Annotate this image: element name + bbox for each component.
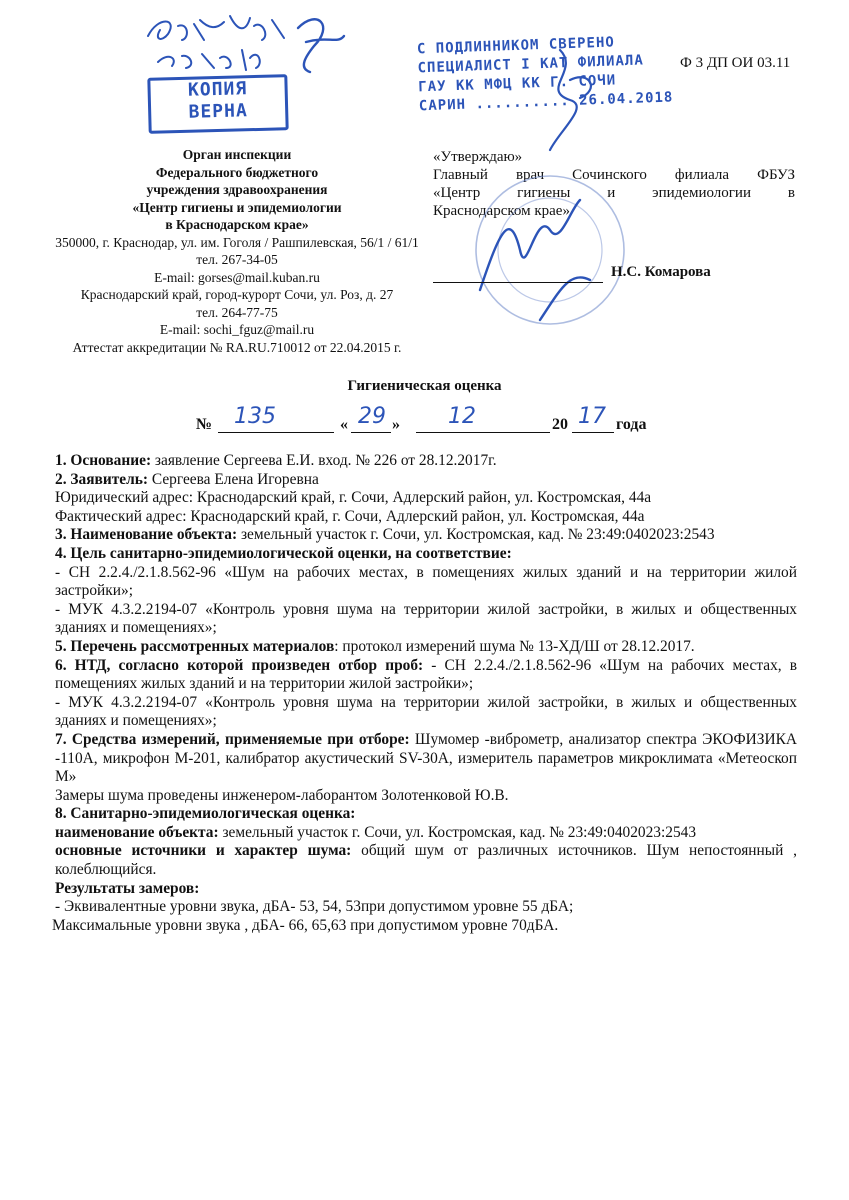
round-seal-icon — [440, 170, 660, 330]
org-phone1: тел. 267-34-05 — [196, 252, 278, 267]
verify-stamp-line3: ГАУ КК МФЦ КК Г. СОЧИ — [417, 72, 617, 96]
section-6 — [55, 657, 797, 694]
document-body — [52, 452, 798, 935]
section-4-item1: - СН 2.2.4./2.1.8.562-96 «Шум на рабочих местах, в помещениях жилых зданий и на территории жилой застройки»; — [55, 563, 797, 600]
quote-close: » — [392, 416, 400, 433]
section-5-label: 5. Перечень рассмотренных материалов — [55, 637, 335, 655]
org-attestat: Аттестат аккредитации № RA.RU.710012 от 22.04.2015 г. — [72, 339, 402, 355]
section-7 — [55, 731, 797, 787]
signer-name: Н.С. Комарова — [611, 264, 711, 280]
document-day: 29 — [358, 404, 386, 429]
quote-open: « — [340, 416, 348, 433]
year-word: года — [616, 416, 647, 433]
approve-heading: «Утверждаю» — [433, 149, 523, 165]
approval-signature-line — [433, 264, 795, 286]
section-7-extra: Замеры шума проведены инженером-лаборантом Золотенковой Ю.В. — [55, 786, 509, 804]
section-1-text: заявление Сергеева Е.И. вход. № 226 от 28.12.2017г. — [151, 452, 497, 469]
object-name — [55, 824, 797, 843]
form-code: Ф 3 ДП ОИ 03.11 — [680, 55, 791, 71]
section-8-label: 8. Санитарно-эпидемиологическая оценка: — [55, 805, 356, 823]
results-label: Результаты замеров: — [55, 879, 200, 897]
verify-stamp-line1: С ПОДЛИННИКОМ СВЕРЕНО — [416, 34, 616, 58]
stamp-signature-icon — [520, 40, 610, 160]
section-6-label: 6. НТД, согласно которой произведен отбор проб: — [55, 656, 424, 674]
section-1-label: 1. Основание: — [55, 452, 152, 469]
signature-underline — [433, 282, 603, 283]
org-line2: Федерального бюджетного — [155, 164, 319, 180]
verify-stamp-line4: САРИН .......... 26.04.2018 — [418, 89, 674, 115]
org-email1: E-mail: gorses@mail.kuban.ru — [154, 269, 320, 285]
section-1 — [55, 452, 797, 471]
verify-stamp-line2: СПЕЦИАЛИСТ I КАТ ФИЛИАЛА — [417, 52, 645, 77]
section-6-item2: - МУК 4.3.2.2194-07 «Контроль уровня шума на территории жилой застройки, в жилых и общественных зданиях и помещениях»; — [55, 693, 797, 730]
approve-line2: «Центр гигиены и эпидемиологии в — [433, 185, 795, 201]
org-email2: E-mail: sochi_fguz@mail.ru — [159, 322, 315, 337]
org-line3: учреждения здравоохранения — [146, 182, 328, 197]
section-2-text: Сергеева Елена Игоревна — [148, 470, 319, 488]
object-name-label: наименование объекта: — [55, 823, 219, 841]
org-phone2: тел. 264-77-75 — [196, 304, 278, 320]
org-address2: Краснодарский край, город-курорт Сочи, ул. Роз, д. 27 — [80, 287, 394, 302]
document-number-line — [196, 404, 666, 434]
result-maximum: Максимальные уровни звука , дБА- 66, 65,63 при допустимом уровне 70дБА. — [52, 916, 559, 934]
section-3-text: земельный участок г. Сочи, ул. Костромская, кад. № 23:49:0402023:2543 — [237, 526, 715, 544]
org-line1: Орган инспекции — [182, 147, 292, 162]
org-address1: 350000, г. Краснодар, ул. им. Гоголя / Рашпилевская, 56/1 / 61/1 — [55, 234, 419, 250]
noise-sources — [55, 842, 797, 879]
section-5 — [55, 638, 797, 657]
approve-line1: Главный врач Сочинского филиала ФБУЗ — [433, 167, 795, 183]
result-equivalent: - Эквивалентные уровни звука, дБА- 53, 54, 53при допустимом уровне 55 дБА; — [55, 898, 574, 916]
section-2-label: 2. Заявитель: — [55, 470, 149, 488]
approve-line3: Краснодарском крае» — [433, 203, 570, 219]
document-month: 12 — [448, 404, 476, 429]
section-6-text: - СН 2.2.4./2.1.8.562-96 «Шум на рабочих местах, в помещениях жилых зданий и на территории жилой застройки»; — [55, 656, 798, 693]
org-line5: в Краснодарском крае» — [165, 217, 309, 232]
year-prefix: 20 — [552, 416, 568, 433]
copy-verified-stamp — [147, 74, 288, 134]
organization-header — [40, 146, 434, 356]
document-title: Гигиеническая оценка — [347, 378, 502, 394]
month-underline — [416, 432, 550, 433]
section-4-item2: - МУК 4.3.2.2194-07 «Контроль уровня шума на территории жилой застройки, в жилых и общественных зданиях и помещениях»; — [55, 600, 797, 637]
copy-stamp-line1: КОПИЯ — [187, 78, 248, 101]
handwriting-signature-icon — [138, 6, 358, 78]
section-4-label: 4. Цель санитарно-эпидемиологической оценки, на соответствие: — [55, 544, 512, 562]
handwritten-note — [138, 6, 358, 78]
section-3-label: 3. Наименование объекта: — [55, 526, 238, 544]
section-2 — [55, 471, 797, 490]
document-year: 17 — [578, 404, 606, 429]
section-5-text: : протокол измерений шума № 13-ХД/Ш от 28.12.2017. — [334, 637, 695, 655]
actual-address: Фактический адрес: Краснодарский край, г. Сочи, Адлерский район, ул. Костромская, 44а — [55, 507, 645, 525]
copy-stamp-line2: ВЕРНА — [188, 100, 249, 123]
number-underline — [218, 432, 334, 433]
section-7-label: 7. Средства измерений, применяемые при отборе: — [55, 730, 410, 748]
legal-address: Юридический адрес: Краснодарский край, г. Сочи, Адлерский район, ул. Костромская, 44а — [55, 489, 652, 507]
day-underline — [351, 432, 391, 433]
section-7-text: Шумомер -виброметр, анализатор спектра ЭКОФИЗИКА -110А, микрофон М-201, калибратор акустический SV-30А, измеритель параметров микроклимата «Метеоскоп М» — [55, 730, 797, 786]
year-underline — [572, 432, 614, 433]
org-line4: «Центр гигиены и эпидемиологии — [132, 199, 342, 215]
object-name-text: земельный участок г. Сочи, ул. Костромская, кад. № 23:49:0402023:2543 — [218, 823, 697, 841]
section-3 — [55, 526, 797, 545]
noise-sources-text: общий шум от различных источников. Шум непостоянный , колеблющийся. — [55, 842, 797, 879]
number-label: № — [196, 416, 213, 433]
noise-sources-label: основные источники и характер шума: — [55, 842, 352, 860]
document-number: 135 — [234, 404, 276, 429]
